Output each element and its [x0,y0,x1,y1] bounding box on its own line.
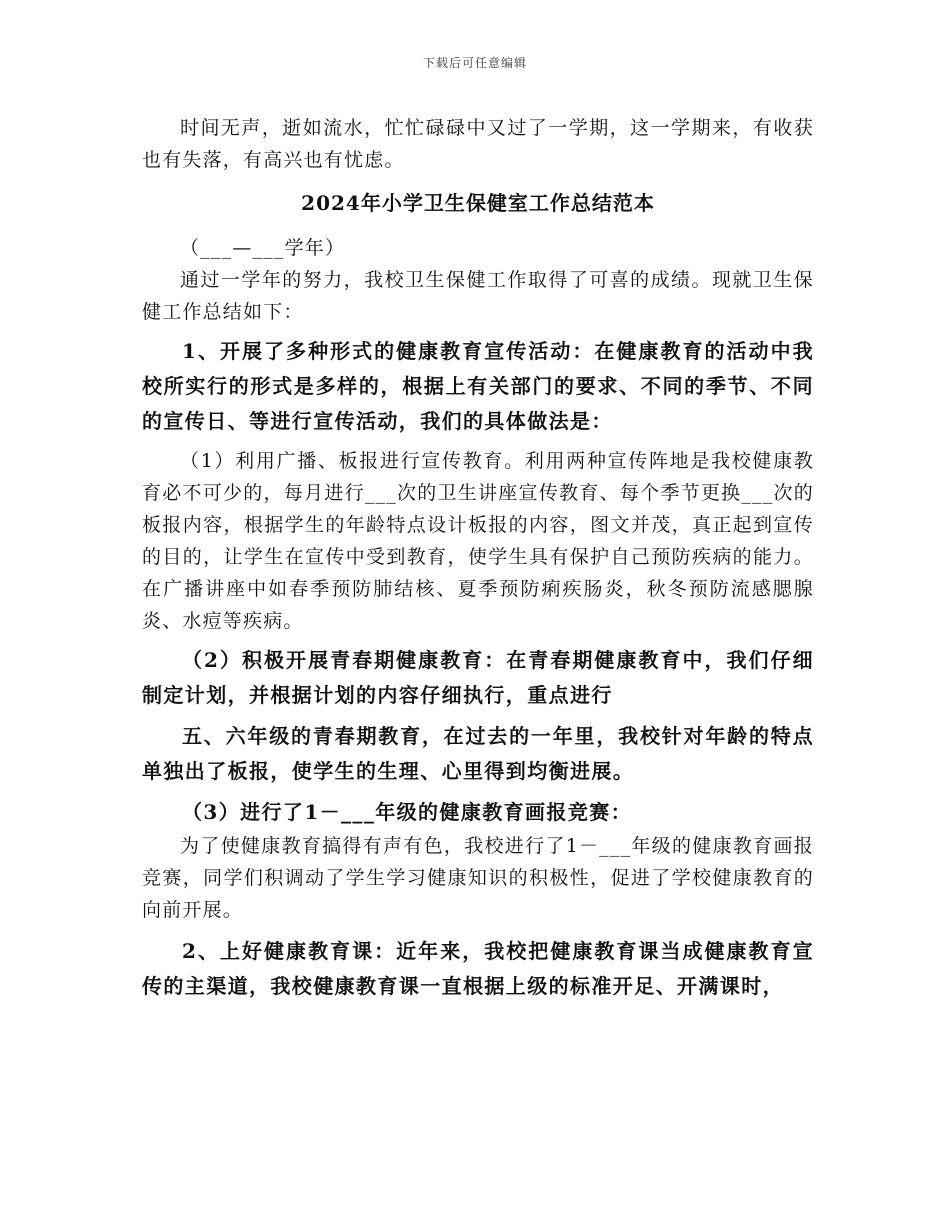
document-body [142,112,814,1004]
intro-paragraph: 时间无声，逝如流水，忙忙碌碌中又过了一学期，这一学期来，有收获也有失落，有高兴也有忧虑。 [142,117,814,171]
opening-paragraph: 通过一学年的努力，我校卫生保健工作取得了可喜的成绩。现就卫生保健工作总结如下： [142,269,814,323]
section-2-heading: 2、上好健康教育课：近年来，我校把健康教育课当成健康教育宣传的主渠道，我校健康教育课一直根据上级的标准开足、开满课时， [142,939,814,998]
item-2-paragraph: （2）积极开展青春期健康教育：在青春期健康教育中，我们仔细制定计划，并根据计划的内容仔细执行，重点进行 [142,648,814,707]
document-title: 2024年小学卫生保健室工作总结范本 [301,191,655,215]
section-1-heading: 1、开展了多种形式的健康教育宣传活动：在健康教育的活动中我校所实行的形式是多样的，根据上有关部门的要求、不同的季节、不同的宣传日、等进行宣传活动，我们的具体做法是： [142,339,814,433]
item-1-paragraph: （1）利用广播、板报进行宣传教育。利用两种宣传阵地是我校健康教育必不可少的，每月进行___次的卫生讲座宣传教育、每个季节更换___次的板报内容，根据学生的年龄特点设计板报的内容，图文并茂，真正起到宣传的目的，让学生在宣传中受到教育，使学生具有保护自己预防疾病的能力。在广播讲座中如春季预防肺结核、夏季预防痢疾肠炎，秋冬预防流感腮腺炎、水痘等疾病。 [142,450,814,632]
item-3-paragraph: 为了使健康教育搞得有声有色，我校进行了1－___年级的健康教育画报竞赛，同学们积调动了学生学习健康知识的积极性，促进了学校健康教育的向前开展。 [142,835,814,921]
page-header: 下载后可任意编辑 [422,56,527,70]
school-year-line: （___—___学年） [180,237,346,259]
item-2-continuation: 五、六年级的青春期教育，在过去的一年里，我校针对年龄的特点单独出了板报，使学生的生理、心里得到均衡进展。 [142,724,814,783]
item-3-heading: （3）进行了1－___年级的健康教育画报竞赛： [182,800,633,824]
